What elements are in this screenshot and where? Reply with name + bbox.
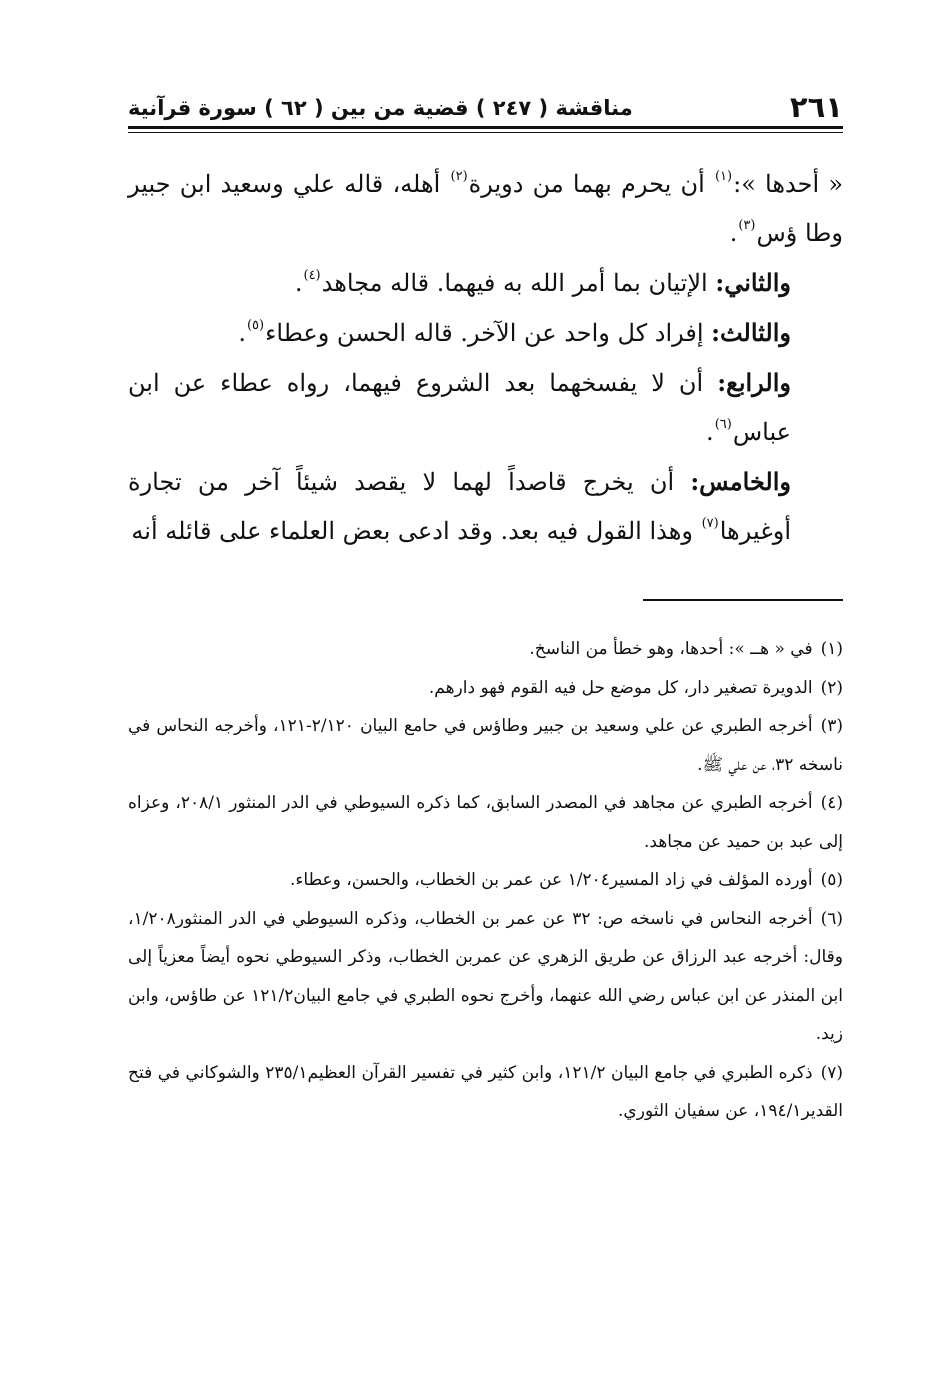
paragraph-lead: والثالث:	[711, 318, 791, 347]
footnote-ref: (٧)	[701, 516, 719, 531]
footnote-separator	[643, 599, 843, 601]
footnote-ref: (٦)	[714, 417, 732, 432]
header-rule-thin	[128, 132, 843, 133]
main-text	[128, 160, 843, 556]
footnote-number: (٥)	[820, 870, 843, 890]
footnote-item	[128, 784, 843, 861]
paragraph-text: أن يخرج قاصداً لهما لا يقصد شيئاً آخر من تجارة أوغيرها	[128, 468, 791, 545]
footnote-number: (١)	[820, 639, 843, 659]
paragraph-second	[128, 258, 843, 308]
footnote-number: (٣)	[820, 716, 843, 736]
footnote-text: الدويرة تصغير دار، كل موضع حل فيه القوم فهو دارهم.	[428, 677, 813, 698]
paragraph-fifth	[128, 457, 843, 556]
footnote-text: أخرجه النحاس في ناسخه ص: ٣٢ عن عمر بن الخطاب، وذكره السيوطي في الدر المنثور١/٢٠٨، وقال: أخرجه عبد الرزاق عن طريق الزهري عن عمربن الخطاب، وذكر السيوطي نحوه أيضاً معزياً إلى ابن المنذر عن ابن عباس رضي الله عنهما، وأخرج نحوه الطبري في جامع البيان١٢١/٢ عن طاؤس، وابن زيد.	[128, 908, 843, 1044]
footnote-ref: (٢)	[450, 169, 468, 184]
paragraph-text: إفراد كل واحد عن الآخر. قاله الحسن وعطاء	[265, 319, 712, 347]
paragraph-text: .	[706, 418, 714, 446]
footnote-item	[128, 630, 843, 669]
footnote-item	[128, 900, 843, 1054]
footnote-item	[128, 707, 843, 784]
footnote-number: (٤)	[820, 793, 843, 813]
paragraph-lead: والخامس:	[690, 467, 791, 496]
header-title: مناقشة ( ٢٤٧ ) قضية من بين ( ٦٢ ) سورة قرآنية	[128, 96, 633, 120]
running-header	[128, 82, 843, 122]
footnote-ref: (٥)	[246, 318, 265, 333]
footnote-ref: (١)	[714, 169, 733, 184]
footnote-text: أورده المؤلف في زاد المسير١/٢٠٤ عن عمر بن الخطاب، والحسن، وعطاء.	[290, 870, 813, 890]
paragraph-fourth	[128, 358, 843, 457]
paragraph-text: أن يحرم بهما من دويرة	[468, 170, 714, 198]
footnote-item	[128, 1054, 843, 1131]
footnote-text: أخرجه الطبري عن علي وسعيد بن جبير وطاؤس في حامع البيان ٢/١٢٠-١٢١، وأخرجه النحاس في ناسخه ٣٢، عن علي ﷺ.	[128, 716, 843, 775]
page-number: ٢٦١	[789, 90, 843, 124]
paragraph-text: .	[238, 319, 246, 347]
paragraph-text: .	[729, 219, 738, 247]
footnote-item	[128, 861, 843, 900]
paragraph-text: وهذا القول فيه بعد. وقد ادعى بعض العلماء على قائله أنه	[131, 517, 701, 545]
header-rule	[128, 126, 843, 129]
footnote-item	[128, 669, 843, 708]
quoted-term: « أحدها »:	[733, 170, 843, 198]
paragraph-first	[128, 160, 843, 258]
paragraph-text: الإتيان بما أمر الله به فيهما. قاله مجاهد	[321, 269, 716, 297]
paragraph-text: أن لا يفسخهما بعد الشروع فيهما، رواه عطاء عن ابن عباس	[128, 369, 791, 446]
footnote-ref: (٣)	[738, 218, 756, 233]
footnote-number: (٧)	[820, 1062, 843, 1083]
footnotes	[128, 630, 843, 1131]
footnote-number: (٦)	[820, 908, 844, 929]
footnote-number: (٢)	[820, 677, 843, 698]
paragraph-third	[128, 308, 843, 358]
paragraph-lead: والثاني:	[715, 268, 791, 297]
paragraph-lead: والرابع:	[717, 368, 791, 397]
footnote-text: ذكره الطبري في جامع البيان ١٢١/٢، وابن كثير في تفسير القرآن العظيم٢٣٥/١ والشوكاني في فتح القدير١٩٤/١، عن سفيان الثوري.	[128, 1062, 843, 1121]
footnote-ref: (٤)	[303, 268, 321, 283]
paragraph-text: أهله، قاله علي وسعيد ابن جبير وطا ؤس	[128, 170, 843, 247]
footnote-text: في « هــ »: أحدها، وهو خطأ من الناسخ.	[529, 639, 813, 659]
paragraph-text: .	[294, 269, 303, 297]
footnote-text: أخرجه الطبري عن مجاهد في المصدر السابق، كما ذكره السيوطي في الدر المنثور ٢٠٨/١، وعزاه إلى عبد بن حميد عن مجاهد.	[128, 793, 843, 852]
